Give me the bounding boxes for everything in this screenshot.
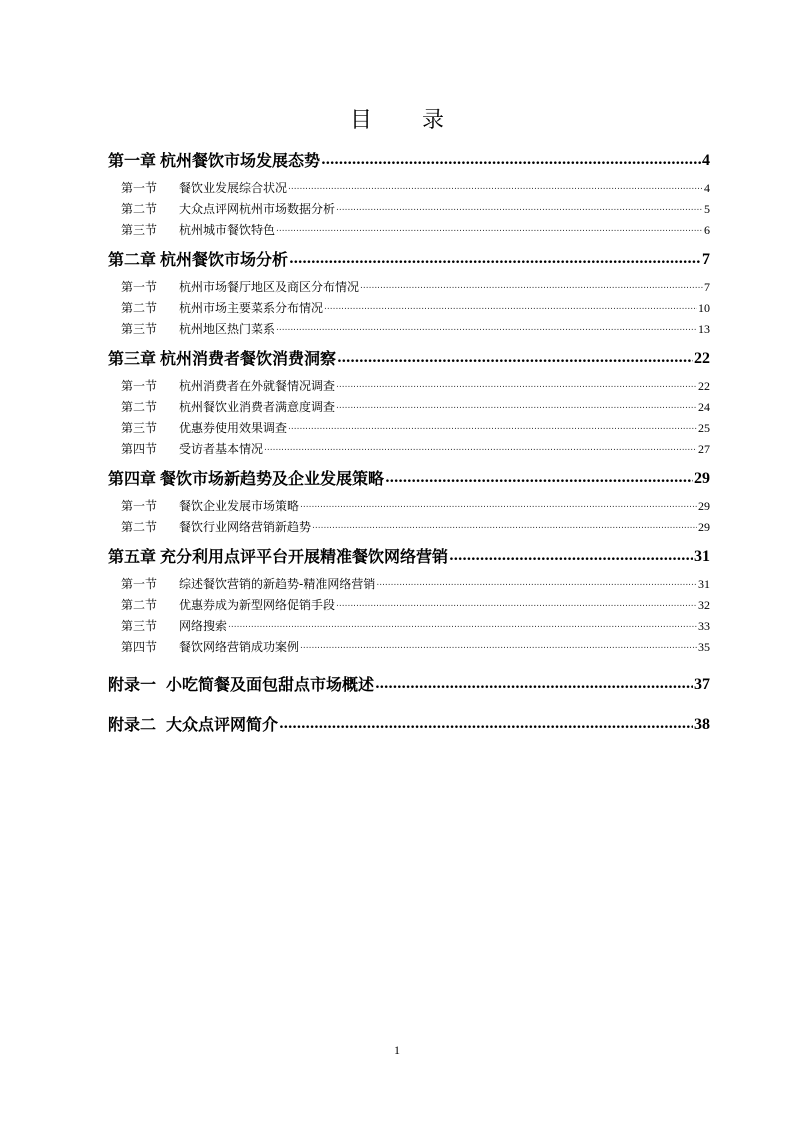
- section-page-number: 32: [698, 598, 710, 612]
- section-page-number: 33: [698, 619, 710, 633]
- chapter-number: 第四章: [108, 469, 157, 488]
- page-number: 1: [394, 1043, 400, 1057]
- dot-leader: [336, 595, 697, 616]
- toc-section-entry[interactable]: [108, 574, 710, 595]
- page-title: 目 录: [349, 108, 458, 133]
- chapter-page-number: 4: [702, 152, 710, 169]
- dot-leader: [375, 672, 693, 698]
- chapter-title: 杭州餐饮市场分析: [160, 250, 289, 269]
- dot-leader: [360, 277, 703, 298]
- section-page-number: 27: [698, 442, 710, 456]
- dot-leader: [288, 178, 703, 199]
- section-title: 综述餐饮营销的新趋势-精准网络营销: [179, 577, 376, 591]
- spacer: [108, 658, 710, 672]
- dot-leader: [336, 376, 697, 397]
- chapter-number: 附录二: [108, 715, 157, 734]
- toc-section-entry[interactable]: [108, 418, 710, 439]
- toc-chapter-entry[interactable]: [108, 544, 710, 570]
- toc-section-entry[interactable]: [108, 178, 710, 199]
- dot-leader: [300, 496, 697, 517]
- toc-section-entry[interactable]: [108, 277, 710, 298]
- toc-section-entry[interactable]: [108, 319, 710, 340]
- toc-section-entry[interactable]: [108, 637, 710, 658]
- dot-leader: [336, 397, 697, 418]
- toc-chapter-entry[interactable]: [108, 466, 710, 492]
- section-page-number: 6: [704, 223, 710, 237]
- dot-leader: [279, 712, 693, 738]
- section-number: 第三节: [121, 322, 158, 336]
- section-page-number: 10: [698, 301, 710, 315]
- dot-leader: [228, 616, 697, 637]
- section-title: 杭州城市餐饮特色: [179, 223, 276, 237]
- dot-leader: [289, 247, 701, 273]
- dot-leader: [264, 439, 697, 460]
- toc-section-entry[interactable]: [108, 376, 710, 397]
- toc-chapter-entry[interactable]: [108, 247, 710, 273]
- section-number: 第二节: [121, 301, 158, 315]
- toc-section-entry[interactable]: [108, 199, 710, 220]
- chapter-number: 第一章: [108, 151, 157, 170]
- dot-leader: [312, 517, 697, 538]
- dot-leader: [324, 298, 697, 319]
- chapter-number: 第五章: [108, 547, 157, 566]
- toc-section-entry[interactable]: [108, 616, 710, 637]
- dot-leader: [300, 637, 697, 658]
- section-number: 第四节: [121, 640, 158, 654]
- section-page-number: 29: [698, 499, 710, 513]
- toc-section-entry[interactable]: [108, 439, 710, 460]
- section-title: 餐饮行业网络营销新趋势: [179, 520, 312, 534]
- section-title: 杭州地区热门菜系: [179, 322, 276, 336]
- chapter-title: 充分利用点评平台开展精准餐饮网络营销: [160, 547, 449, 566]
- section-number: 第一节: [121, 181, 158, 195]
- chapter-page-number: 29: [694, 470, 710, 487]
- dot-leader: [321, 148, 701, 174]
- section-page-number: 24: [698, 400, 710, 414]
- table-of-contents: [108, 148, 710, 738]
- section-title: 餐饮企业发展市场策略: [179, 499, 300, 513]
- section-number: 第三节: [121, 223, 158, 237]
- section-title: 大众点评网杭州市场数据分析: [179, 202, 336, 216]
- section-title: 优惠券成为新型网络促销手段: [179, 598, 336, 612]
- section-title: 餐饮业发展综合状况: [179, 181, 288, 195]
- toc-section-entry[interactable]: [108, 595, 710, 616]
- section-number: 第二节: [121, 400, 158, 414]
- section-number: 第一节: [121, 577, 158, 591]
- section-number: 第四节: [121, 442, 158, 456]
- spacer: [108, 698, 710, 712]
- chapter-page-number: 37: [694, 676, 710, 693]
- chapter-title: 小吃简餐及面包甜点市场概述: [166, 675, 375, 694]
- section-page-number: 5: [704, 202, 710, 216]
- chapter-title: 大众点评网简介: [166, 715, 279, 734]
- chapter-title: 餐饮市场新趋势及企业发展策略: [160, 469, 385, 488]
- toc-chapter-entry[interactable]: [108, 346, 710, 372]
- section-page-number: 35: [698, 640, 710, 654]
- section-number: 第一节: [121, 499, 158, 513]
- section-title: 餐饮网络营销成功案例: [179, 640, 300, 654]
- section-title: 优惠券使用效果调查: [179, 421, 288, 435]
- dot-leader: [337, 346, 693, 372]
- section-title: 杭州市场主要菜系分布情况: [179, 301, 324, 315]
- toc-section-entry[interactable]: [108, 220, 710, 241]
- section-title: 杭州市场餐厅地区及商区分布情况: [179, 280, 360, 294]
- section-page-number: 25: [698, 421, 710, 435]
- section-number: 第二节: [121, 520, 158, 534]
- section-page-number: 4: [704, 181, 710, 195]
- section-page-number: 13: [698, 322, 710, 336]
- section-title: 杭州餐饮业消费者满意度调查: [179, 400, 336, 414]
- chapter-title: 杭州消费者餐饮消费洞察: [160, 349, 337, 368]
- section-number: 第三节: [121, 619, 158, 633]
- section-number: 第二节: [121, 598, 158, 612]
- dot-leader: [276, 220, 703, 241]
- section-number: 第三节: [121, 421, 158, 435]
- section-page-number: 7: [704, 280, 710, 294]
- section-page-number: 29: [698, 520, 710, 534]
- chapter-number: 附录一: [108, 675, 157, 694]
- section-number: 第二节: [121, 202, 158, 216]
- chapter-page-number: 38: [694, 716, 710, 733]
- toc-section-entry[interactable]: [108, 397, 710, 418]
- dot-leader: [385, 466, 693, 492]
- section-number: 第一节: [121, 280, 158, 294]
- toc-chapter-entry[interactable]: [108, 712, 710, 738]
- chapter-page-number: 22: [694, 350, 710, 367]
- section-page-number: 31: [698, 577, 710, 591]
- toc-section-entry[interactable]: [108, 298, 710, 319]
- section-page-number: 22: [698, 379, 710, 393]
- section-title: 受访者基本情况: [179, 442, 264, 456]
- section-title: 杭州消费者在外就餐情况调查: [179, 379, 336, 393]
- dot-leader: [336, 199, 703, 220]
- chapter-page-number: 31: [694, 548, 710, 565]
- chapter-page-number: 7: [702, 251, 710, 268]
- toc-chapter-entry[interactable]: [108, 148, 710, 174]
- dot-leader: [276, 319, 697, 340]
- toc-section-entry[interactable]: [108, 496, 710, 517]
- chapter-title: 杭州餐饮市场发展态势: [160, 151, 321, 170]
- toc-section-entry[interactable]: [108, 517, 710, 538]
- toc-chapter-entry[interactable]: [108, 672, 710, 698]
- section-number: 第一节: [121, 379, 158, 393]
- chapter-number: 第三章: [108, 349, 157, 368]
- chapter-number: 第二章: [108, 250, 157, 269]
- dot-leader: [449, 544, 693, 570]
- dot-leader: [288, 418, 697, 439]
- section-title: 网络搜索: [179, 619, 228, 633]
- dot-leader: [376, 574, 697, 595]
